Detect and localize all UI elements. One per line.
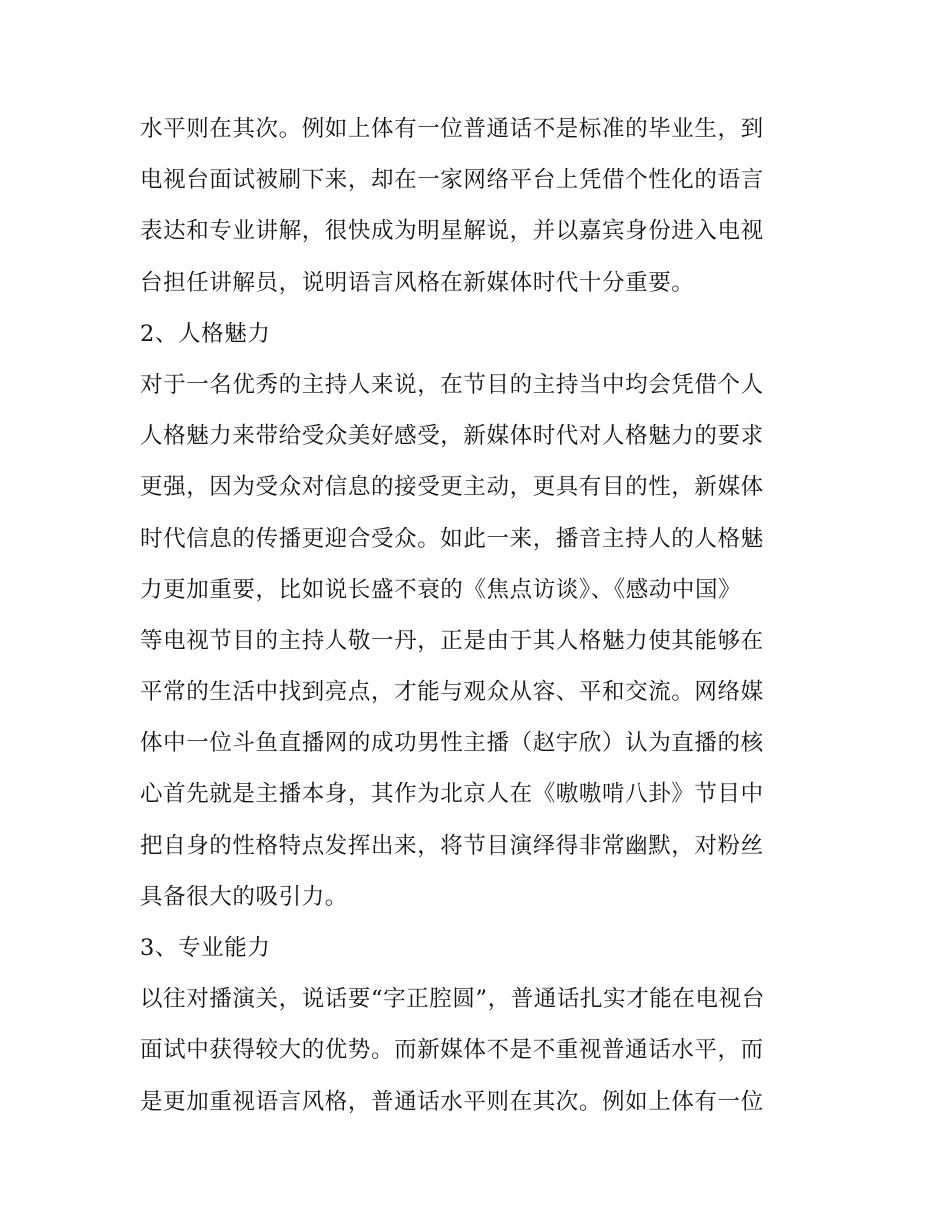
body-text-line: 等电视节目的主持人敬一丹，正是由于其人格魅力使其能够在 bbox=[140, 627, 764, 654]
body-text-line: 人格魅力来带给受众美好感受，新媒体时代对人格魅力的要求 bbox=[140, 423, 764, 450]
body-text-line: 面试中获得较大的优势。而新媒体不是不重视普通话水平，而 bbox=[140, 1037, 764, 1064]
section-heading-professional-ability: 3、专业能力 bbox=[140, 935, 271, 961]
section-heading-personality: 2、人格魅力 bbox=[140, 320, 271, 347]
body-text-line: 具备很大的吸引力。 bbox=[140, 883, 348, 910]
body-text-line: 水平则在其次。例如上体有一位普通话不是标准的毕业生，到 bbox=[140, 116, 764, 142]
body-text-line: 是更加重视语言风格，普通话水平则在其次。例如上体有一位 bbox=[140, 1088, 764, 1115]
body-text-line: 台担任讲解员，说明语言风格在新媒体时代十分重要。 bbox=[140, 269, 695, 296]
body-text-line: 表达和专业讲解，很快成为明星解说，并以嘉宾身份进入电视 bbox=[140, 218, 764, 245]
body-text-line: 心首先就是主播本身，其作为北京人在《嗷嗷啃八卦》节目中 bbox=[140, 781, 764, 808]
body-text-line: 以往对播演关，说话要“字正腔圆”，普通话扎实才能在电视台 bbox=[140, 986, 765, 1013]
body-text-line: 更强，因为受众对信息的接受更主动，更具有目的性，新媒体 bbox=[140, 474, 764, 501]
body-text-line: 把自身的性格特点发挥出来，将节目演绎得非常幽默，对粉丝 bbox=[140, 832, 764, 859]
body-text-line: 平常的生活中找到亮点，才能与观众从容、平和交流。网络媒 bbox=[140, 679, 764, 706]
body-text-line: 对于一名优秀的主持人来说，在节目的主持当中均会凭借个人 bbox=[140, 371, 764, 398]
document-body bbox=[140, 104, 820, 1128]
body-text-line: 体中一位斗鱼直播网的成功男性主播（赵宇欣）认为直播的核 bbox=[140, 730, 764, 757]
body-text-line: 力更加重要，比如说长盛不衰的《焦点访谈》、《感动中国》 bbox=[140, 576, 742, 603]
body-text-line: 时代信息的传播更迎合受众。如此一来，播音主持人的人格魅 bbox=[140, 525, 764, 552]
body-text-line: 电视台面试被刷下来，却在一家网络平台上凭借个性化的语言 bbox=[140, 167, 764, 194]
